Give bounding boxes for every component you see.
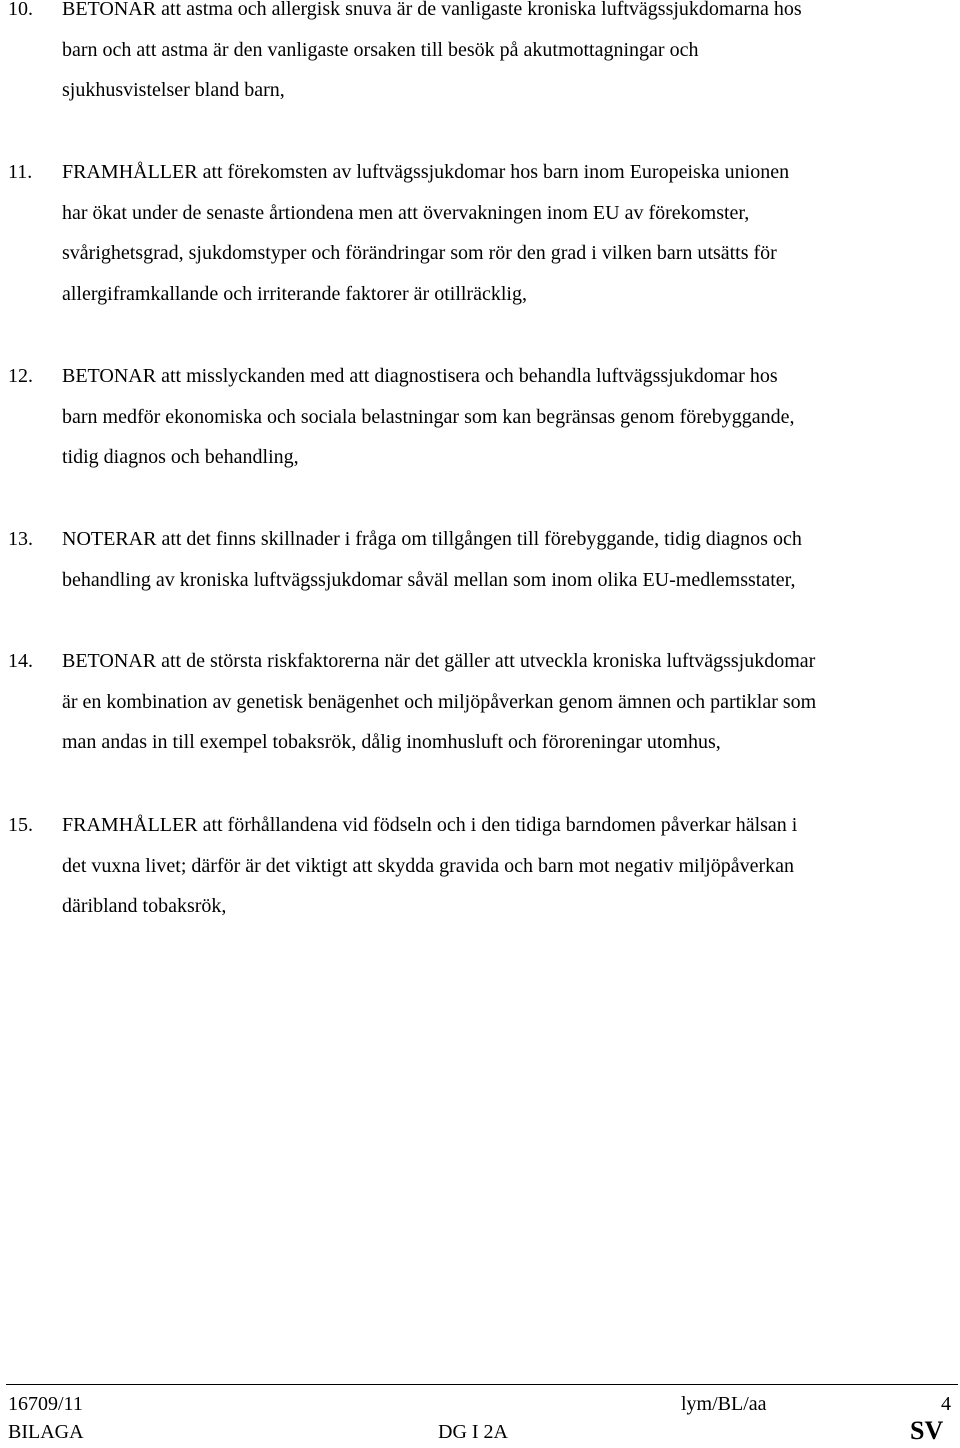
annex-label: BILAGA — [8, 1421, 84, 1443]
paragraph-line: man andas in till exempel tobaksrök, dålig inomhusluft och föroreningar utomhus, — [62, 731, 721, 754]
paragraph-line: svårighetsgrad, sjukdomstyper och förändringar som rör den grad i vilken barn utsätts för — [62, 242, 777, 265]
document-number: 16709/11 — [8, 1393, 83, 1415]
paragraph-line: FRAMHÅLLER att förekomsten av luftvägssjukdomar hos barn inom Europeiska unionen — [62, 161, 790, 183]
paragraph-line: FRAMHÅLLER att förhållandena vid födseln och i den tidiga barndomen påverkar hälsan i — [62, 814, 798, 836]
paragraph-line: BETONAR att misslyckanden med att diagnostisera och behandla luftvägssjukdomar hos — [62, 365, 778, 387]
paragraph-line: barn medför ekonomiska och sociala belastningar som kan begränsas genom förebyggande, — [62, 405, 795, 428]
paragraph-line: BETONAR att de största riskfaktorerna när det gäller att utveckla kroniska luftvägssjukdomar — [62, 650, 816, 672]
paragraph-line: däribland tobaksrök, — [62, 895, 227, 918]
paragraph-line: BETONAR att astma och allergisk snuva är de vanligaste kroniska luftvägssjukdomarna hos — [62, 0, 802, 20]
paragraph-line: NOTERAR att det finns skillnader i fråga om tillgången till förebyggande, tidig diagnos och — [62, 528, 802, 550]
paragraph-number: 11. — [8, 161, 33, 183]
paragraph-number: 13. — [8, 528, 33, 550]
paragraph-line: behandling av kroniska luftvägssjukdomar såväl mellan som inom olika EU-medlemsstater, — [62, 568, 796, 591]
author-initials: lym/BL/aa — [681, 1393, 767, 1415]
paragraph-line: har ökat under de senaste årtiondena men att övervakningen inom EU av förekomster, — [62, 201, 750, 224]
paragraph-number: 10. — [8, 0, 33, 20]
paragraph-text — [62, 519, 952, 600]
paragraph-text — [62, 356, 952, 478]
paragraph-number: 12. — [8, 365, 33, 387]
paragraph-line: det vuxna livet; därför är det viktigt att skydda gravida och barn mot negativ miljöpåverkan — [62, 854, 795, 877]
language-code: SV — [910, 1416, 944, 1445]
page-number: 4 — [941, 1393, 951, 1415]
paragraph-text — [62, 805, 952, 927]
paragraph-text — [62, 152, 952, 315]
paragraph-line: barn och att astma är den vanligaste orsaken till besök på akutmottagningar och — [62, 38, 699, 61]
paragraph-line: sjukhusvistelser bland barn, — [62, 79, 285, 102]
paragraph-line: allergiframkallande och irriterande faktorer är otillräcklig, — [62, 283, 527, 306]
paragraph-number: 15. — [8, 814, 33, 836]
paragraph-line: tidig diagnos och behandling, — [62, 446, 299, 469]
paragraph-number: 14. — [8, 650, 33, 672]
footer-divider — [6, 1384, 958, 1385]
paragraph-line: är en kombination av genetisk benägenhet och miljöpåverkan genom ämnen och partiklar som — [62, 690, 817, 713]
paragraph-text — [62, 641, 952, 763]
directorate-code: DG I 2A — [438, 1421, 508, 1443]
paragraph-text — [62, 0, 952, 111]
